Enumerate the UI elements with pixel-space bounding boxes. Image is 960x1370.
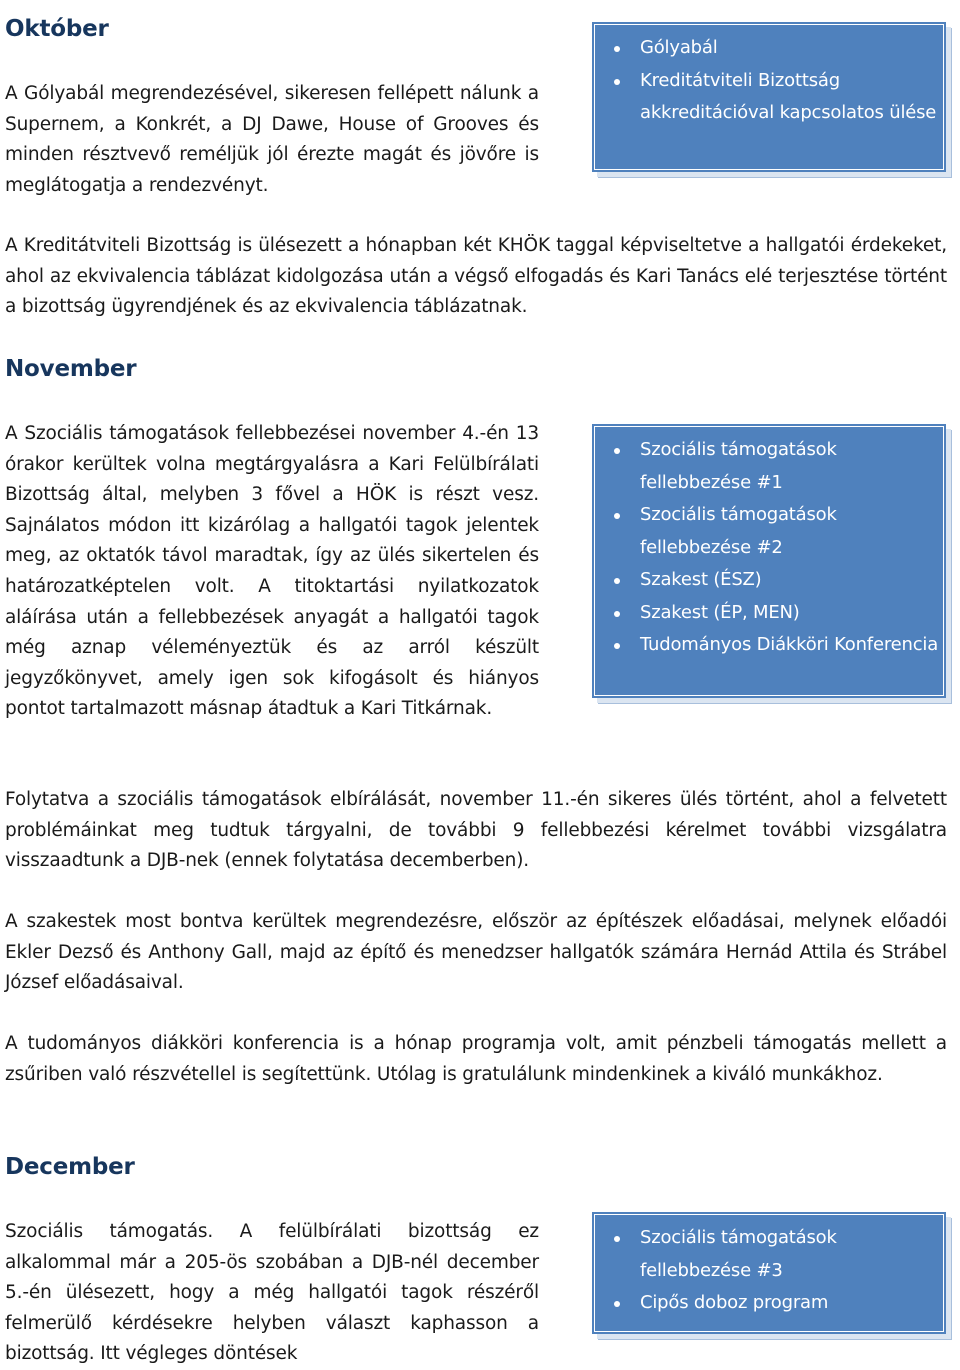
december-sidebox	[592, 1212, 946, 1334]
october-body-paragraph: A Kreditátviteli Bizottság is ülésezett a hónapban két KHÖK taggal képviseltetve a hallgatói érdekeket, ahol az ekvivalencia táblázat kidolgozása után a végső elfogadás és Kari Tanács elé terjesztése történt a bizottság ügyrendjének és az ekvivalencia táblázatnak.	[5, 235, 947, 318]
november-sidebox-list	[592, 424, 946, 662]
sidebox-item: Szociális támogatások fellebbezése #1	[592, 434, 946, 499]
november-sidebox	[592, 424, 946, 698]
sidebox-item: Kreditátviteli Bizottság akkreditációval kapcsolatos ülése	[592, 65, 946, 130]
october-sidebox-list	[592, 22, 946, 130]
december-heading: December	[5, 1154, 135, 1180]
october-heading: Október	[5, 16, 109, 42]
october-intro-paragraph: A Gólyabál megrendezésével, sikeresen fellépett nálunk a Supernem, a Konkrét, a DJ Dawe, House of Grooves és minden résztvevő reméljük jól érezte magát és jövőre is meglátogatja a rendezvényt.	[5, 83, 539, 196]
november-body-paragraph-2: A szakestek most bontva kerültek megrendezésre, először az építészek előadásai, melynek előadói Ekler Dezső és Anthony Gall, majd az építő és menedzser hallgatók számára Hernád Attila és Strábel József előadásaival.	[5, 911, 947, 994]
november-body-paragraph-1: Folytatva a szociális támogatások elbírálását, november 11.-én sikeres ülés történt, ahol a felvetett problémáinkat meg tudtuk tárgyalni, de további 9 fellebbezési kérelmet további vizsgálatra visszaadtunk a DJB-nek (ennek folytatása decemberben).	[5, 789, 947, 872]
sidebox-item: Szakest (ÉP, MEN)	[592, 597, 946, 630]
sidebox-item: Szociális támogatások fellebbezése #3	[592, 1222, 946, 1287]
november-body-paragraph-3: A tudományos diákköri konferencia is a hónap programja volt, amit pénzbeli támogatás mellett a zsűriben való részvétellel is segítettünk. Utólag is gratulálunk mindenkinek a kiváló munkákhoz.	[5, 1033, 947, 1085]
december-sidebox-list	[592, 1212, 946, 1320]
november-intro-paragraph: A Szociális támogatások fellebbezései november 4.-én 13 órakor kerültek volna megtárgyalásra a Kari Felülbírálati Bizottság által, melyben 3 fővel a HÖK is részt vesz. Sajnálatos módon itt kizárólag a hallgatói tagok jelentek meg, az oktatók távol maradtak, így az ülés sikertelen és határozatképtelen volt. A titoktartási nyilatkozatok aláírása után a fellebbezések anyagát a hallgatói tagok még aznap véleményeztük és az arról készült jegyzőkönyvet, amely igen sok kifogásolt és hiányos pontot tartalmazott másnap átadtuk a Kari Titkárnak.	[5, 423, 539, 720]
november-heading: November	[5, 356, 137, 382]
sidebox-item: Szociális támogatások fellebbezése #2	[592, 499, 946, 564]
sidebox-item: Tudományos Diákköri Konferencia	[592, 629, 946, 662]
sidebox-item: Gólyabál	[592, 32, 946, 65]
december-intro-paragraph: Szociális támogatás. A felülbírálati bizottság ez alkalommal már a 205-ös szobában a DJB-nél december 5.-én ülésezett, hogy a még hallgatói tagok részéről felmerülő kérdésekre helyben választ kaphasson a bizottság. Itt végleges döntések	[5, 1221, 539, 1365]
october-sidebox	[592, 22, 946, 172]
sidebox-item: Cipős doboz program	[592, 1287, 946, 1320]
sidebox-item: Szakest (ÉSZ)	[592, 564, 946, 597]
